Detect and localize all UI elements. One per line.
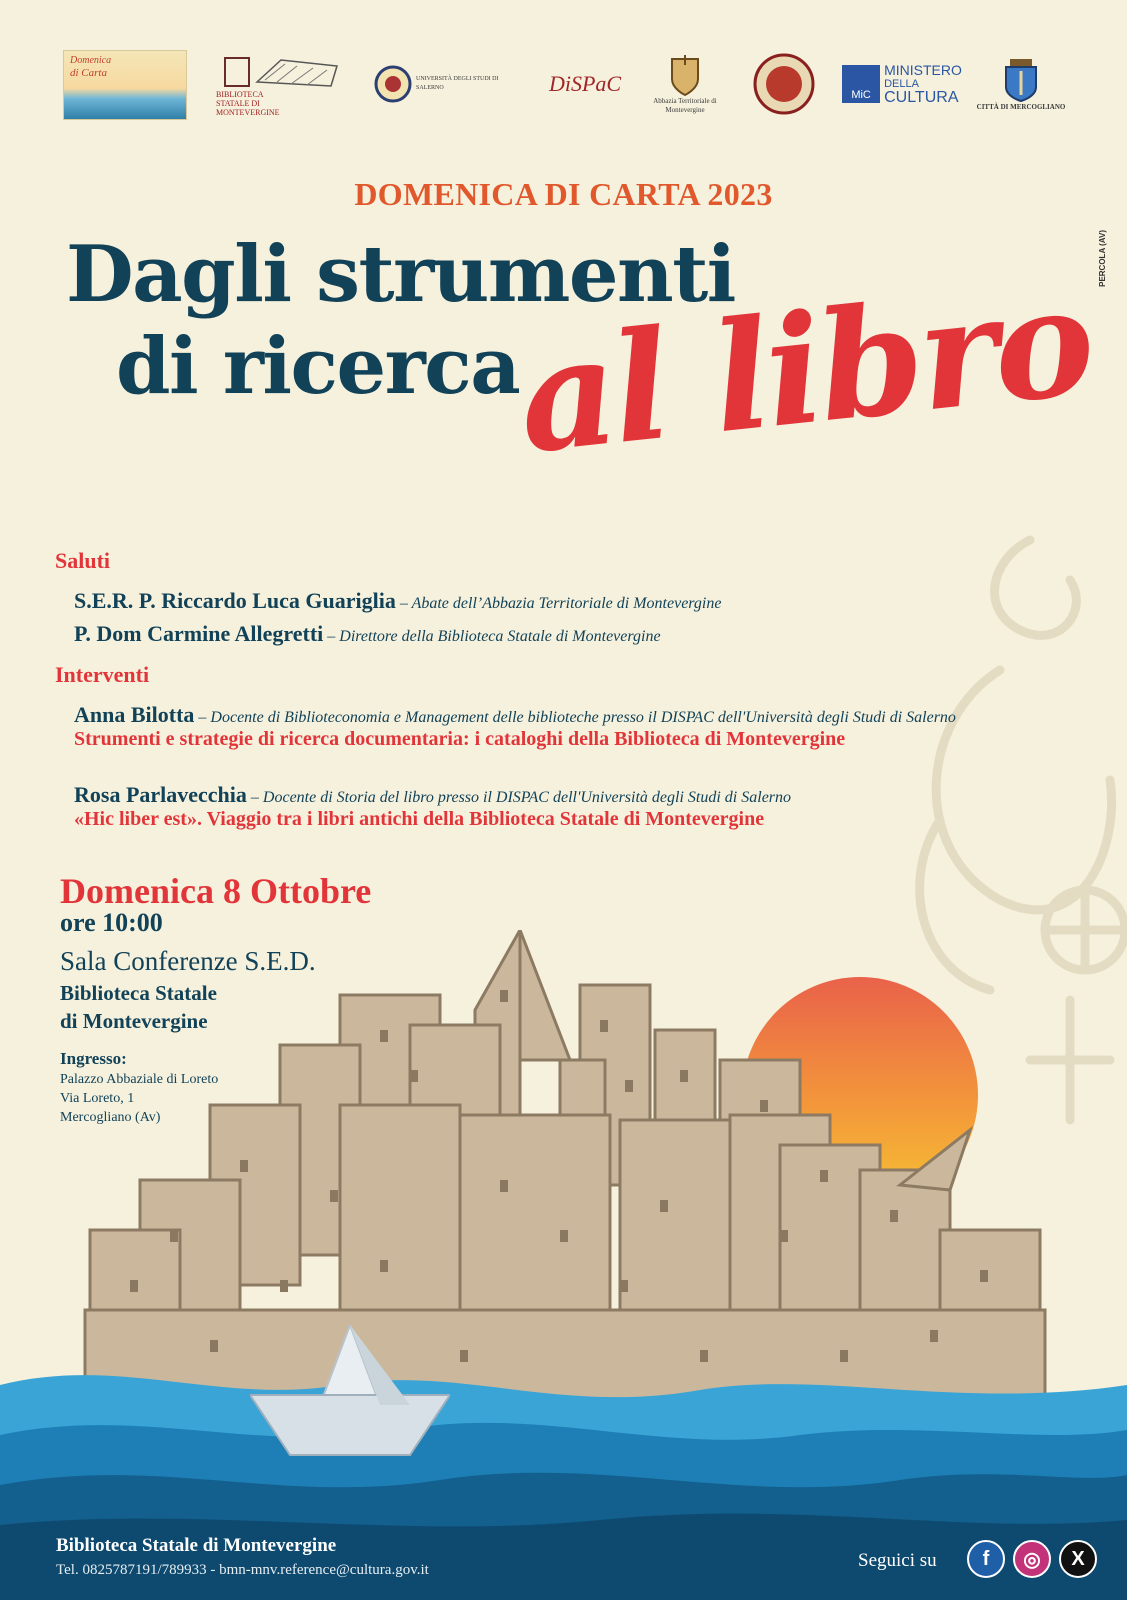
logo-text: CULTURA xyxy=(884,89,959,106)
talk-title: Strumenti e strategie di ricerca documentaria: i cataloghi della Biblioteca di Montevergine xyxy=(74,728,846,750)
unisa-logo xyxy=(370,48,520,120)
footer-library-name: Biblioteca Statale di Montevergine xyxy=(56,1535,337,1556)
speaker-line xyxy=(74,588,721,614)
speaker-line xyxy=(74,621,661,647)
entry-address-line: Via Loreto, 1 xyxy=(60,1091,135,1106)
design-credit: PERCOLA (AV) xyxy=(1098,230,1107,287)
abbey-crest-icon xyxy=(668,53,702,97)
x-icon[interactable]: X xyxy=(1059,1540,1097,1578)
library-building-icon xyxy=(221,52,341,90)
logo-text: MINISTERO xyxy=(884,62,962,78)
instagram-icon[interactable]: ◎ xyxy=(1013,1540,1051,1578)
speaker-name: Rosa Parlavecchia xyxy=(74,782,247,807)
biblioteca-logo xyxy=(216,48,346,120)
interventi-heading: Interventi xyxy=(55,662,150,687)
speaker-role: – Docente di Storia del libro presso il DISPAC dell'Università degli Studi di Salerno xyxy=(246,789,792,806)
event-date: Domenica 8 Ottobre xyxy=(60,871,372,911)
facebook-icon[interactable]: f xyxy=(967,1540,1005,1578)
entry-address-line: Palazzo Abbaziale di Loreto xyxy=(60,1072,219,1087)
dispac-logo xyxy=(530,48,640,120)
talk-title: «Hic liber est». Viaggio tra i libri antichi della Biblioteca Statale di Montevergine xyxy=(74,808,765,830)
speaker-line xyxy=(74,782,791,808)
speaker-role: – Docente di Biblioteconomia e Management delle biblioteche presso il DISPAC dell'Università degli Studi di Salerno xyxy=(194,709,956,726)
event-series-title: DOMENICA DI CARTA 2023 xyxy=(354,176,773,212)
event-time: ore 10:00 xyxy=(60,908,163,937)
saluti-heading: Saluti xyxy=(55,548,111,573)
anniversary-seal-icon xyxy=(753,53,815,115)
speaker-line xyxy=(74,702,956,728)
logo-caption: BIBLIOTECA STATALE DI MONTEVERGINE xyxy=(216,89,280,117)
montevergine-900-logo xyxy=(752,48,816,120)
main-title-line2: di ricerca xyxy=(116,321,520,412)
main-title-line1: Dagli strumenti xyxy=(66,229,735,320)
footer-contact: Tel. 0825787191/789933 - bmn-mnv.reference@cultura.gov.it xyxy=(56,1562,429,1578)
main-title-script: al libro xyxy=(510,252,1099,488)
abbazia-logo xyxy=(645,48,725,120)
speaker-role: – Direttore della Biblioteca Statale di Montevergine xyxy=(323,628,661,645)
ministero-cultura-logo xyxy=(840,48,964,120)
entry-address-line: Mercogliano (Av) xyxy=(60,1110,161,1125)
speaker-name: P. Dom Carmine Allegretti xyxy=(74,621,324,646)
logo-text: di Carta xyxy=(70,67,107,79)
event-place: Biblioteca Statale xyxy=(60,981,217,1005)
mic-badge: MiC xyxy=(842,65,880,103)
paper-boat-illustration xyxy=(250,1325,450,1465)
speaker-role: – Abate dell’Abbazia Territoriale di Montevergine xyxy=(395,595,722,612)
domenica-di-carta-logo xyxy=(63,50,187,120)
logo-text: Domenica xyxy=(70,55,112,66)
logo-caption: UNIVERSITÀ DEGLI STUDI DI SALERNO xyxy=(416,76,499,91)
logo-caption: DiSPaC xyxy=(548,71,622,96)
event-venue: Sala Conferenze S.E.D. xyxy=(60,946,316,976)
event-place: di Montevergine xyxy=(60,1009,208,1033)
entry-label: Ingresso: xyxy=(60,1049,127,1068)
follow-label: Seguici su xyxy=(858,1550,937,1571)
logo-caption: CITTÀ DI MERCOGLIANO xyxy=(976,102,1066,111)
university-seal-icon xyxy=(374,65,412,103)
speaker-name: S.E.R. P. Riccardo Luca Guariglia xyxy=(74,588,396,613)
logo-caption: Abbazia Territoriale di Montevergine xyxy=(653,97,717,114)
citta-mercogliano-logo xyxy=(975,48,1067,120)
logo-text: DELLA xyxy=(884,78,919,90)
town-crest-icon xyxy=(1002,57,1040,103)
speaker-name: Anna Bilotta xyxy=(74,702,195,727)
